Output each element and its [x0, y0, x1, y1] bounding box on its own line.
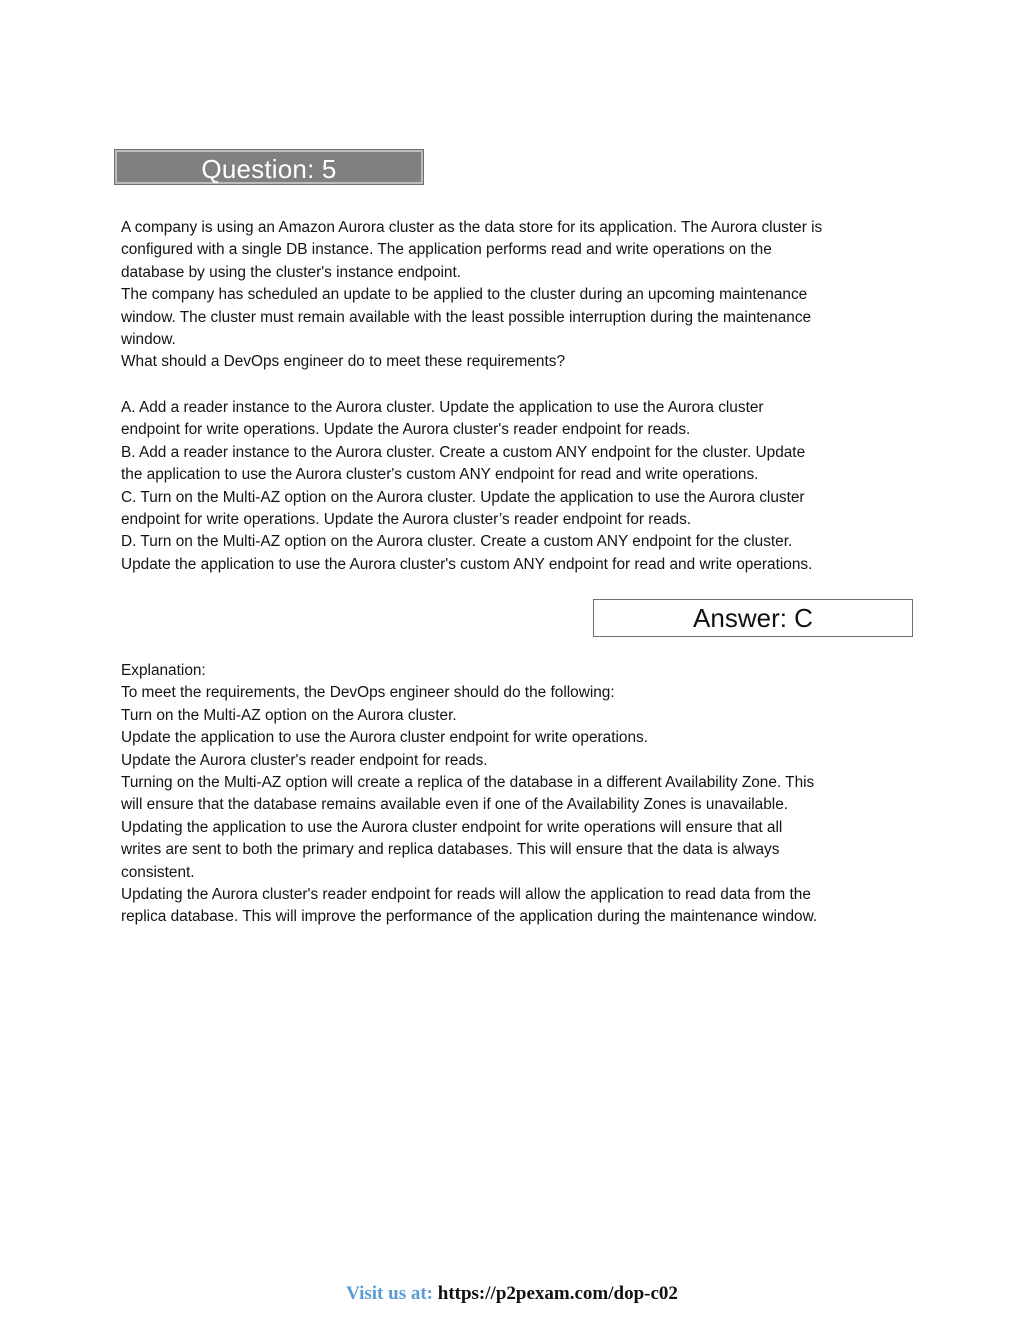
explanation-line: writes are sent to both the primary and replica databases. This will ensure that the data is always [121, 841, 780, 859]
question-line: configured with a single DB instance. The application performs read and write operations on the [121, 241, 772, 259]
answer-options [121, 397, 911, 576]
explanation-line: will ensure that the database remains available even if one of the Availability Zones is unavailable. [121, 796, 789, 814]
question-line: window. The cluster must remain available with the least possible interruption during the maintenance [121, 308, 812, 326]
explanation-line: Turn on the Multi-AZ option on the Aurora cluster. [121, 706, 457, 724]
question-body [121, 217, 911, 374]
question-line: The company has scheduled an update to be applied to the cluster during an upcoming maintenance [121, 286, 808, 304]
explanation [121, 660, 911, 929]
question-line: A company is using an Amazon Aurora cluster as the data store for its application. The Aurora cluster is [121, 219, 823, 236]
option-line: the application to use the Aurora cluster's custom ANY endpoint for read and write operations. [121, 466, 759, 484]
question-title: Question: 5 [201, 154, 337, 184]
explanation-line: replica database. This will improve the performance of the application during the maintenance window. [121, 908, 818, 926]
option-line: B. Add a reader instance to the Aurora cluster. Create a custom ANY endpoint for the cluster. Update [121, 443, 806, 461]
option-line: D. Turn on the Multi-AZ option on the Aurora cluster. Create a custom ANY endpoint for the cluster. [121, 533, 793, 551]
footer [0, 1282, 1024, 1306]
question-line: window. [121, 331, 176, 349]
answer-label: Answer: C [693, 603, 813, 633]
option-line: endpoint for write operations. Update the Aurora cluster’s reader endpoint for reads. [121, 511, 692, 529]
option-line: C. Turn on the Multi-AZ option on the Aurora cluster. Update the application to use the Aurora cluster [121, 488, 805, 506]
question-line: database by using the cluster's instance endpoint. [121, 263, 462, 281]
explanation-line: Update the Aurora cluster's reader endpoint for reads. [121, 751, 488, 769]
explanation-line: Update the application to use the Aurora cluster endpoint for write operations. [121, 729, 649, 747]
explanation-line: Updating the Aurora cluster's reader endpoint for reads will allow the application to read data from the [121, 886, 811, 904]
question-line: What should a DevOps engineer do to meet these requirements? [121, 353, 566, 371]
explanation-line: Explanation: [121, 662, 206, 679]
footer-visit-label: Visit us at: [346, 1283, 433, 1304]
option-line: endpoint for write operations. Update the Aurora cluster's reader endpoint for reads. [121, 421, 691, 439]
explanation-line: To meet the requirements, the DevOps engineer should do the following: [121, 684, 615, 702]
footer-url-link[interactable]: https://p2pexam.com/dop-c02 [437, 1283, 678, 1304]
question-header [115, 150, 423, 184]
explanation-line: Updating the application to use the Aurora cluster endpoint for write operations will ensure that all [121, 818, 783, 836]
answer-box [593, 599, 913, 637]
explanation-line: Turning on the Multi-AZ option will create a replica of the database in a different Availability Zone. This [121, 774, 815, 792]
explanation-line: consistent. [121, 863, 195, 881]
option-line: Update the application to use the Aurora cluster's custom ANY endpoint for read and write operations. [121, 555, 813, 573]
option-line: A. Add a reader instance to the Aurora cluster. Update the application to use the Aurora cluster [121, 399, 764, 416]
